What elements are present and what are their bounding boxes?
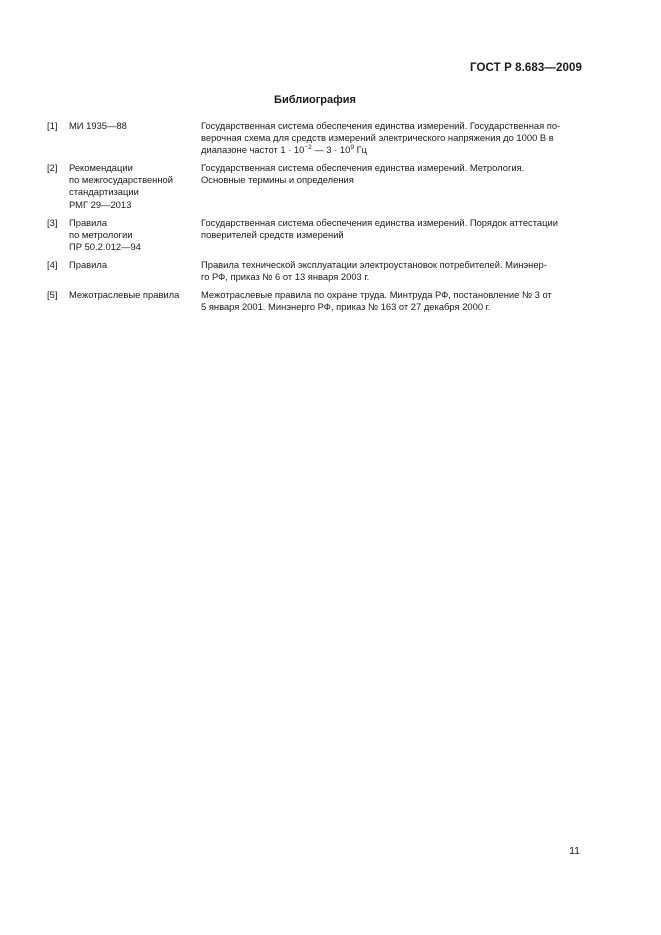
range-exponent-1: −2: [304, 144, 312, 152]
source-line: по метрологии: [69, 228, 133, 240]
source-line: Рекомендации: [69, 162, 133, 174]
description-line: 5 января 2001. Минэнерго РФ, приказ № 163 от 27 декабря 2000 г.: [201, 301, 491, 313]
description-line: поверителей средств измерений: [201, 228, 344, 240]
entry-description: [201, 217, 583, 253]
entry-number: [2]: [47, 162, 58, 174]
entry-source: [69, 120, 201, 156]
entry-number: [1]: [47, 120, 58, 131]
source-line: МИ 1935—88: [69, 120, 127, 131]
source-line: стандартизации: [69, 186, 139, 198]
entry-description: [201, 289, 583, 313]
source-line: Правила: [69, 216, 108, 228]
entry-source: [69, 162, 201, 210]
description-line: Государственная система обеспечения единства измерений. Метрология.: [201, 162, 525, 174]
document-code: ГОСТ Р 8.683—2009: [470, 62, 582, 74]
entry-source: [69, 217, 201, 253]
bibliography-list: [47, 120, 583, 319]
source-line: Межотраслевые правила: [69, 289, 180, 301]
entry-description: [201, 120, 583, 156]
entry-description: [201, 259, 583, 283]
bibliography-entry: [47, 162, 583, 210]
page-number: 11: [569, 845, 580, 857]
description-line: верочная схема для средств измерений электрического напряжения до 1000 В в: [201, 132, 554, 144]
bibliography-entry: [47, 289, 583, 313]
description-line: Государственная система обеспечения единства измерений. Государственная по-: [201, 120, 561, 131]
bibliography-entry: [47, 217, 583, 253]
source-line: ПР 50.2.012—94: [69, 240, 141, 252]
frequency-range: [201, 144, 583, 156]
entry-source: [69, 259, 201, 283]
range-exponent-2: 9: [350, 144, 354, 152]
description-line: Межотраслевые правила по охране труда. Минтруда РФ, постановление № 3 от: [201, 289, 552, 301]
entry-description: [201, 162, 583, 210]
range-middle: — 3 · 10: [311, 144, 351, 156]
entry-number: [4]: [47, 258, 58, 270]
bibliography-entry: [47, 120, 583, 156]
range-prefix: диапазоне частот 1 · 10: [201, 144, 305, 156]
entry-source: [69, 289, 201, 313]
source-line: по межгосударственной: [69, 174, 173, 186]
section-title: Библиография: [274, 94, 356, 106]
description-line: Основные термины и определения: [201, 174, 354, 186]
source-line: РМГ 29—2013: [69, 198, 132, 210]
source-line: Правила: [69, 258, 108, 270]
description-line: го РФ, приказ № 6 от 13 января 2003 г.: [201, 271, 370, 283]
description-line: Государственная система обеспечения единства измерений. Порядок аттестации: [201, 216, 558, 228]
description-line: Правила технической эксплуатации электроустановок потребителей. Минэнер-: [201, 258, 547, 270]
range-suffix: Гц: [353, 144, 368, 156]
bibliography-entry: [47, 259, 583, 283]
entry-number: [3]: [47, 216, 58, 228]
entry-number: [5]: [47, 289, 58, 301]
